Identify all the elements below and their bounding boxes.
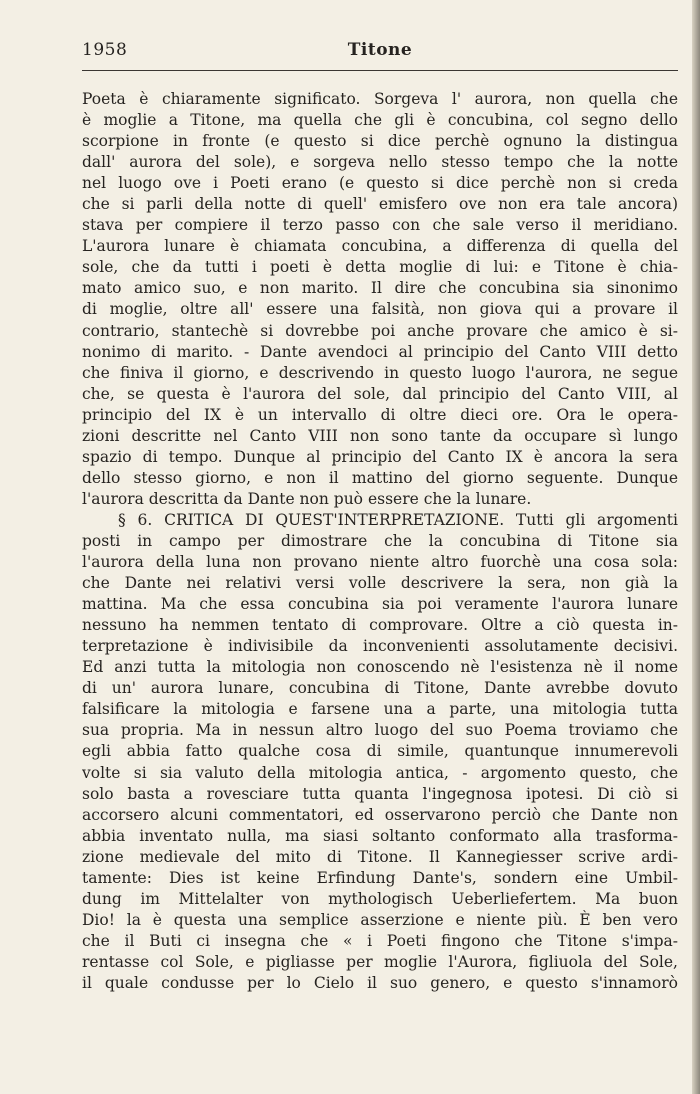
text-line: spazio di tempo. Dunque al principio del Canto IX è ancora la sera	[82, 447, 678, 466]
text-line: zione medievale del mito di Titone. Il Kannegiesser scrive ardi-	[82, 847, 678, 866]
text-line: principio del IX è un intervallo di oltre dieci ore. Ora le opera-	[82, 405, 678, 424]
text-line: l'aurora della luna non provano niente altro fuorchè una cosa sola:	[82, 553, 678, 572]
text-line: abbia inventato nulla, ma siasi soltanto conformato alla trasforma-	[82, 826, 678, 845]
text-line: dello stesso giorno, e non il mattino del giorno seguente. Dunque	[82, 468, 678, 487]
text-line: nonimo di marito. - Dante avendoci al principio del Canto VIII detto	[82, 342, 678, 361]
text-line: accorsero alcuni commentatori, ed osservarono perciò che Dante non	[82, 805, 678, 824]
text-line: scorpione in fronte (e questo si dice perchè ognuno la distingua	[82, 132, 678, 151]
text-line: mattina. Ma che essa concubina sia poi veramente l'aurora lunare	[82, 595, 678, 614]
text-line: zioni descritte nel Canto VIII non sono tante da occupare sì lungo	[82, 426, 678, 445]
text-line: tamente: Dies ist keine Erfindung Dante's, sondern eine Umbil-	[82, 868, 678, 887]
page-number: 1958	[82, 40, 128, 60]
text-line: è moglie a Titone, ma quella che gli è concubina, col segno dello	[82, 111, 678, 130]
header-rule	[82, 70, 678, 71]
text-line: L'aurora lunare è chiamata concubina, a differenza di quella del	[82, 237, 678, 256]
text-line: falsificare la mitologia e farsene una a parte, una mitologia tutta	[82, 700, 678, 719]
text-line: il quale condusse per lo Cielo il suo genero, e questo s'innamorò	[82, 973, 678, 992]
text-line: rentasse col Sole, e pigliasse per moglie l'Aurora, figliuola del Sole,	[82, 952, 678, 971]
text-line: volte si sia valuto della mitologia antica, - argomento questo, che	[82, 763, 678, 782]
text-line: posti in campo per dimostrare che la concubina di Titone sia	[82, 531, 678, 550]
text-line: sua propria. Ma in nessun altro luogo del suo Poema troviamo che	[82, 721, 678, 740]
text-line: nessuno ha nemmen tentato di comprovare. Oltre a ciò questa in-	[82, 616, 678, 635]
text-line: solo basta a rovesciare tutta quanta l'ingegnosa ipotesi. Di ciò si	[82, 784, 678, 803]
page-edge	[692, 0, 700, 1094]
text-line: Ed anzi tutta la mitologia non conoscendo nè l'esistenza nè il nome	[82, 658, 678, 677]
text-line: che Dante nei relativi versi volle descrivere la sera, non già la	[82, 574, 678, 593]
text-line: che si parli della notte di quell' emisfero ove non era tale ancora)	[82, 195, 678, 214]
text-line: di moglie, oltre all' essere una falsità, non giova qui a provare il	[82, 300, 678, 319]
text-line: l'aurora descritta da Dante non può essere che la lunare.	[82, 489, 532, 508]
text-line: nel luogo ove i Poeti erano (e questo si dice perchè non si creda	[82, 174, 678, 193]
text-line: che, se questa è l'aurora del sole, dal principio del Canto VIII, al	[82, 384, 678, 403]
body-text	[82, 89, 678, 994]
section-heading-line: § 6. CRITICA DI QUEST'INTERPRETAZIONE. Tutti gli argomenti	[118, 510, 678, 529]
page-header	[82, 40, 678, 66]
text-line: mato amico suo, e non marito. Il dire che concubina sia sinonimo	[82, 279, 678, 298]
running-title: Titone	[347, 40, 413, 60]
text-line: sole, che da tutti i poeti è detta moglie di lui: e Titone è chia-	[82, 258, 678, 277]
text-line: stava per compiere il terzo passo con che sale verso il meridiano.	[82, 216, 678, 235]
text-line: terpretazione è indivisibile da inconvenienti assolutamente decisivi.	[82, 637, 678, 656]
text-line: che il Buti ci insegna che « i Poeti fingono che Titone s'impa-	[82, 931, 678, 950]
text-line: Dio! la è questa una semplice asserzione e niente più. È ben vero	[82, 910, 678, 929]
text-line: che finiva il giorno, e descrivendo in questo luogo l'aurora, ne segue	[82, 363, 678, 382]
text-line: contrario, stantechè si dovrebbe poi anche provare che amico è si-	[82, 321, 678, 340]
text-line: Poeta è chiaramente significato. Sorgeva l' aurora, non quella che	[82, 90, 678, 108]
text-line: dall' aurora del sole), e sorgeva nello stesso tempo che la notte	[82, 153, 678, 172]
text-line: dung im Mittelalter von mythologisch Ueberliefertem. Ma buon	[82, 889, 678, 908]
text-line: egli abbia fatto qualche cosa di simile, quantunque innumerevoli	[82, 742, 678, 761]
text-line: di un' aurora lunare, concubina di Titone, Dante avrebbe dovuto	[82, 679, 678, 698]
